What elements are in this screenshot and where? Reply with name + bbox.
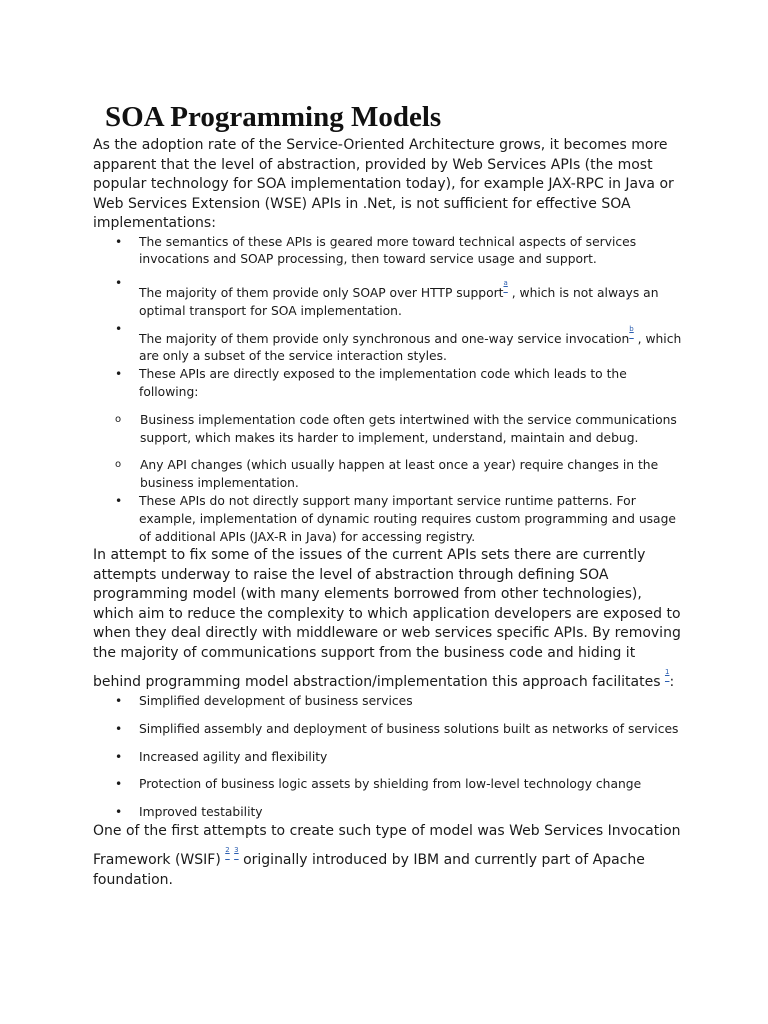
- footnote-link[interactable]: 3: [234, 846, 239, 855]
- footnote-link[interactable]: b: [629, 324, 634, 333]
- list-item: • These APIs do not directly support many important service runtime patterns. For example, implementation of dynamic routing requires custom programming and usage of additional APIs (JAX-R in Java) for accessing registry.: [93, 493, 683, 546]
- list-item: • The majority of them provide only synchronous and one-way service invocation$^b$ , which are only a subset of the service interaction styles.: [93, 321, 683, 367]
- sub-list: [93, 412, 683, 493]
- document-page: [93, 100, 683, 890]
- list-item: • The majority of them provide only SOAP over HTTP support$^a$ , which is not always an optimal transport for SOA implementation.: [93, 275, 683, 321]
- wsif-paragraph: One of the first attempts to create such type of model was Web Services Invocation Framework (WSIF) $^2$ $^3$ originally introduced by IBM and currently part of Apache foundation.: [93, 822, 681, 888]
- approach-paragraph: In attempt to fix some of the issues of the current APIs sets there are currently attempts underway to raise the level of abstraction through defining SOA programming model (with many elements borrowed from other technologies), which aim to reduce the complexity to which application developers are exposed to when they deal directly with middleware or web services specific APIs. By removing the majority of communications support from the business code and hiding it behind programming model abstraction/implementation this approach facilitates $^1$:: [93, 547, 681, 691]
- list-item: • Simplified development of business services: [93, 693, 683, 711]
- list-item: • Improved testability: [93, 804, 683, 822]
- footnote-link[interactable]: 2: [225, 846, 230, 855]
- list-item: • Simplified assembly and deployment of business solutions built as networks of services: [93, 721, 683, 739]
- list-item: • The semantics of these APIs is geared more toward technical aspects of services invocations and SOAP processing, then toward service usage and support.: [93, 234, 683, 270]
- page-title: SOA Programming Models: [105, 101, 442, 133]
- sub-list-item: o Business implementation code often gets intertwined with the service communications support, which makes its harder to implement, understand, maintain and debug.: [93, 412, 683, 448]
- benefits-list: [93, 693, 683, 822]
- intro-paragraph: As the adoption rate of the Service-Oriented Architecture grows, it becomes more apparent that the level of abstraction, provided by Web Services APIs (the most popular technology for SOA implementation today), for example JAX-RPC in Java or Web Services Extension (WSE) APIs in .Net, is not sufficient for effective SOA implementations:: [93, 137, 674, 231]
- list-item: • These APIs are directly exposed to the implementation code which leads to the following: o Business implementation code often gets intertwined with the service communications support, which makes its harder to implement, understand, maintain and debug. o Any API changes (which usually happen at least once a year) require changes in the business implementation.: [93, 366, 683, 493]
- list-item: • Increased agility and flexibility: [93, 749, 683, 767]
- footnote-link[interactable]: a: [503, 279, 508, 288]
- sub-list-item: o Any API changes (which usually happen at least once a year) require changes in the business implementation.: [93, 457, 683, 493]
- footnote-link[interactable]: 1: [664, 668, 670, 677]
- issues-list: [93, 234, 683, 547]
- list-item: • Protection of business logic assets by shielding from low-level technology change: [93, 776, 683, 794]
